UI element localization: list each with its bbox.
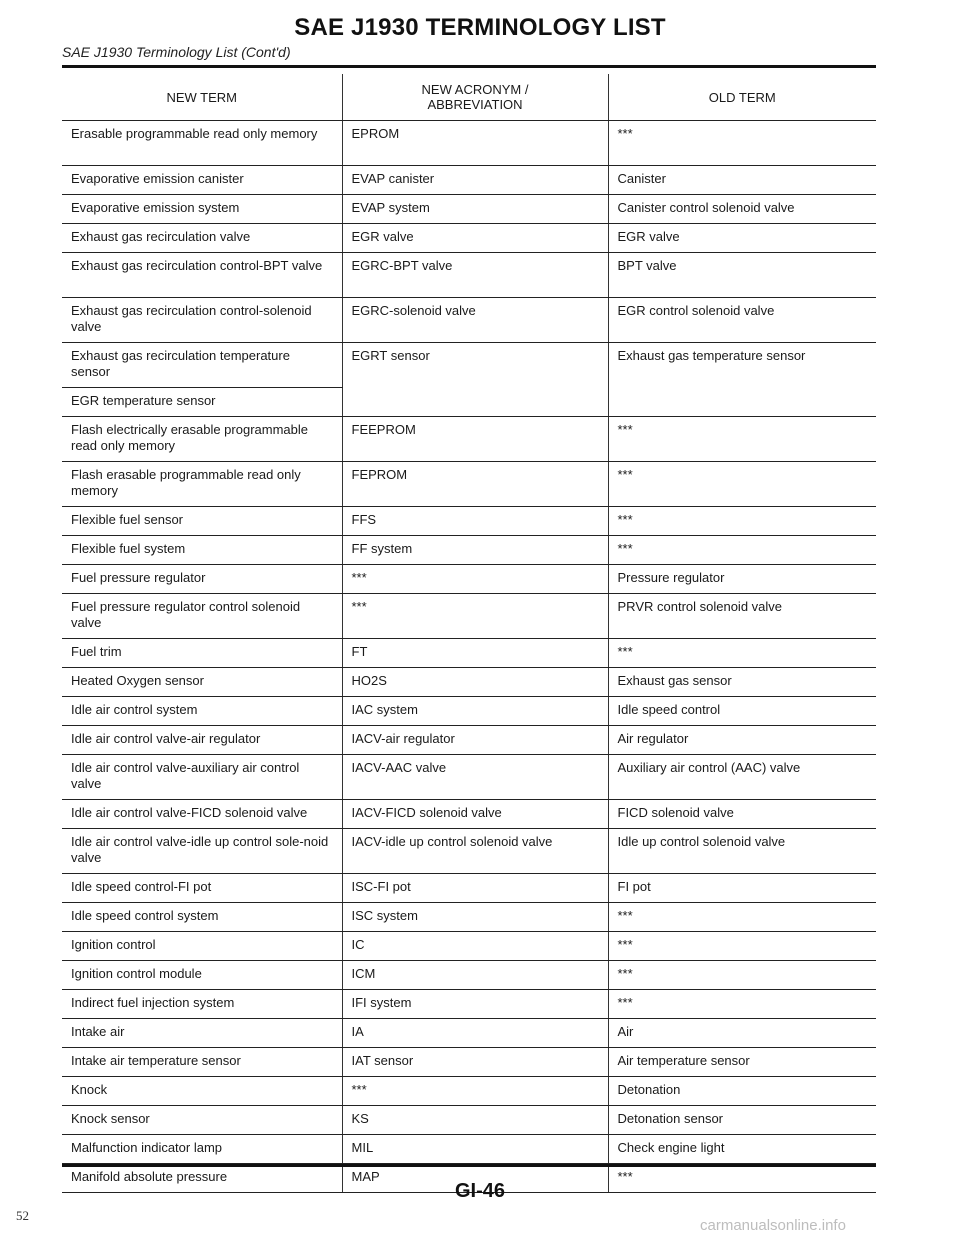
- old-term-cell: ***: [608, 639, 876, 668]
- new-term-cell: Idle air control valve-air regulator: [62, 726, 342, 755]
- old-term-cell: ***: [608, 1164, 876, 1193]
- new-term-cell: Knock sensor: [62, 1106, 342, 1135]
- acronym-cell: EPROM: [342, 121, 608, 166]
- old-term-cell: Auxiliary air control (AAC) valve: [608, 755, 876, 800]
- acronym-cell: FT: [342, 639, 608, 668]
- acronym-cell: FEEPROM: [342, 417, 608, 462]
- column-header-new-acronym: [342, 74, 608, 121]
- new-term-cell: Exhaust gas recirculation control-BPT valve: [62, 253, 342, 298]
- old-term-cell: Check engine light: [608, 1135, 876, 1164]
- table-row: [62, 224, 876, 253]
- table-row: [62, 565, 876, 594]
- new-term-cell: Intake air: [62, 1019, 342, 1048]
- new-term-cell: Idle speed control system: [62, 903, 342, 932]
- table-row: [62, 1048, 876, 1077]
- table-row: [62, 1135, 876, 1164]
- page-number: 52: [16, 1208, 29, 1223]
- old-term-cell: Canister control solenoid valve: [608, 195, 876, 224]
- column-header-new-term: NEW TERM: [62, 74, 342, 121]
- acronym-cell: [342, 388, 608, 417]
- old-term-cell: ***: [608, 961, 876, 990]
- table-row: [62, 800, 876, 829]
- old-term-cell: EGR control solenoid valve: [608, 298, 876, 343]
- table-row: [62, 755, 876, 800]
- table-row: [62, 726, 876, 755]
- old-term-cell: ***: [608, 462, 876, 507]
- old-term-cell: PRVR control solenoid valve: [608, 594, 876, 639]
- table-row: [62, 343, 876, 388]
- acronym-cell: IACV-idle up control solenoid valve: [342, 829, 608, 874]
- table-row: [62, 668, 876, 697]
- terminology-table: [62, 74, 876, 1193]
- table-row: [62, 253, 876, 298]
- acronym-cell: ***: [342, 594, 608, 639]
- old-term-cell: ***: [608, 903, 876, 932]
- acronym-cell: EGRC-solenoid valve: [342, 298, 608, 343]
- new-term-cell: Flash electrically erasable programmable read only memory: [62, 417, 342, 462]
- new-term-cell: Idle air control valve-FICD solenoid valve: [62, 800, 342, 829]
- old-term-cell: Idle up control solenoid valve: [608, 829, 876, 874]
- acronym-cell: HO2S: [342, 668, 608, 697]
- acronym-cell: EVAP system: [342, 195, 608, 224]
- old-term-cell: Detonation: [608, 1077, 876, 1106]
- acronym-cell: EGRC-BPT valve: [342, 253, 608, 298]
- new-term-cell: Evaporative emission canister: [62, 166, 342, 195]
- old-term-cell: BPT valve: [608, 253, 876, 298]
- new-term-cell: Idle air control system: [62, 697, 342, 726]
- old-term-cell: EGR valve: [608, 224, 876, 253]
- acronym-cell: KS: [342, 1106, 608, 1135]
- new-term-cell: EGR temperature sensor: [62, 388, 342, 417]
- old-term-cell: Air temperature sensor: [608, 1048, 876, 1077]
- acronym-cell: ICM: [342, 961, 608, 990]
- table-row: [62, 417, 876, 462]
- acronym-cell: IC: [342, 932, 608, 961]
- new-term-cell: Exhaust gas recirculation temperature sensor: [62, 343, 342, 388]
- acronym-cell: IACV-air regulator: [342, 726, 608, 755]
- acronym-cell: ISC-FI pot: [342, 874, 608, 903]
- new-term-cell: Fuel trim: [62, 639, 342, 668]
- new-term-cell: Idle air control valve-idle up control sole-noid valve: [62, 829, 342, 874]
- acronym-cell: IA: [342, 1019, 608, 1048]
- new-term-cell: Erasable programmable read only memory: [62, 121, 342, 166]
- new-term-cell: Ignition control module: [62, 961, 342, 990]
- column-header-new-acronym-text: NEW ACRONYM / ABBREVIATION: [421, 82, 529, 112]
- old-term-cell: Air: [608, 1019, 876, 1048]
- old-term-cell: FI pot: [608, 874, 876, 903]
- old-term-cell: ***: [608, 417, 876, 462]
- table-row: [62, 536, 876, 565]
- new-term-cell: Malfunction indicator lamp: [62, 1135, 342, 1164]
- new-term-cell: Idle speed control-FI pot: [62, 874, 342, 903]
- table-row: [62, 961, 876, 990]
- old-term-cell: Canister: [608, 166, 876, 195]
- old-term-cell: ***: [608, 507, 876, 536]
- old-term-cell: ***: [608, 990, 876, 1019]
- acronym-cell: IACV-AAC valve: [342, 755, 608, 800]
- acronym-cell: FFS: [342, 507, 608, 536]
- table-header-row: [62, 74, 876, 121]
- table-row: [62, 507, 876, 536]
- table-row: [62, 1077, 876, 1106]
- new-term-cell: Indirect fuel injection system: [62, 990, 342, 1019]
- table-body: [62, 121, 876, 1193]
- acronym-cell: FF system: [342, 536, 608, 565]
- new-term-cell: Fuel pressure regulator: [62, 565, 342, 594]
- page-subtitle: SAE J1930 Terminology List (Cont'd): [62, 44, 291, 60]
- old-term-cell: FICD solenoid valve: [608, 800, 876, 829]
- old-term-cell: ***: [608, 932, 876, 961]
- table-row: [62, 298, 876, 343]
- old-term-cell: Pressure regulator: [608, 565, 876, 594]
- table-row: [62, 990, 876, 1019]
- table-row: [62, 697, 876, 726]
- column-header-old-term: OLD TERM: [608, 74, 876, 121]
- watermark-text: carmanualsonline.info: [700, 1217, 846, 1234]
- table-row: [62, 166, 876, 195]
- acronym-cell: EVAP canister: [342, 166, 608, 195]
- acronym-cell: IAT sensor: [342, 1048, 608, 1077]
- table-row: [62, 1019, 876, 1048]
- table-row: [62, 829, 876, 874]
- new-term-cell: Exhaust gas recirculation control-solenoid valve: [62, 298, 342, 343]
- bottom-rule: [62, 1164, 876, 1167]
- new-term-cell: Exhaust gas recirculation valve: [62, 224, 342, 253]
- old-term-cell: ***: [608, 536, 876, 565]
- old-term-cell: [608, 388, 876, 417]
- new-term-cell: Idle air control valve-auxiliary air control valve: [62, 755, 342, 800]
- new-term-cell: Manifold absolute pressure: [62, 1164, 342, 1193]
- page-title: SAE J1930 TERMINOLOGY LIST: [294, 14, 666, 41]
- table-row: [62, 874, 876, 903]
- new-term-cell: Heated Oxygen sensor: [62, 668, 342, 697]
- new-term-cell: Evaporative emission system: [62, 195, 342, 224]
- table-row: [62, 388, 876, 417]
- acronym-cell: MIL: [342, 1135, 608, 1164]
- new-term-cell: Flexible fuel system: [62, 536, 342, 565]
- table-row: [62, 121, 876, 166]
- old-term-cell: ***: [608, 121, 876, 166]
- table-row: [62, 462, 876, 507]
- new-term-cell: Knock: [62, 1077, 342, 1106]
- table-row: [62, 932, 876, 961]
- top-rule: [62, 65, 876, 68]
- old-term-cell: Idle speed control: [608, 697, 876, 726]
- table-row: [62, 1106, 876, 1135]
- table-row: [62, 903, 876, 932]
- acronym-cell: ISC system: [342, 903, 608, 932]
- table-row: [62, 594, 876, 639]
- old-term-cell: Detonation sensor: [608, 1106, 876, 1135]
- new-term-cell: Intake air temperature sensor: [62, 1048, 342, 1077]
- acronym-cell: EGR valve: [342, 224, 608, 253]
- old-term-cell: Air regulator: [608, 726, 876, 755]
- new-term-cell: Ignition control: [62, 932, 342, 961]
- table-row: [62, 195, 876, 224]
- old-term-cell: Exhaust gas temperature sensor: [608, 343, 876, 388]
- acronym-cell: FEPROM: [342, 462, 608, 507]
- acronym-cell: IACV-FICD solenoid valve: [342, 800, 608, 829]
- acronym-cell: ***: [342, 565, 608, 594]
- acronym-cell: ***: [342, 1077, 608, 1106]
- old-term-cell: Exhaust gas sensor: [608, 668, 876, 697]
- page-code: GI-46: [454, 1180, 506, 1202]
- new-term-cell: Flash erasable programmable read only memory: [62, 462, 342, 507]
- acronym-cell: IFI system: [342, 990, 608, 1019]
- acronym-cell: IAC system: [342, 697, 608, 726]
- new-term-cell: Fuel pressure regulator control solenoid valve: [62, 594, 342, 639]
- new-term-cell: Flexible fuel sensor: [62, 507, 342, 536]
- table-row: [62, 639, 876, 668]
- acronym-cell: MAP: [342, 1164, 608, 1193]
- acronym-cell: EGRT sensor: [342, 343, 608, 388]
